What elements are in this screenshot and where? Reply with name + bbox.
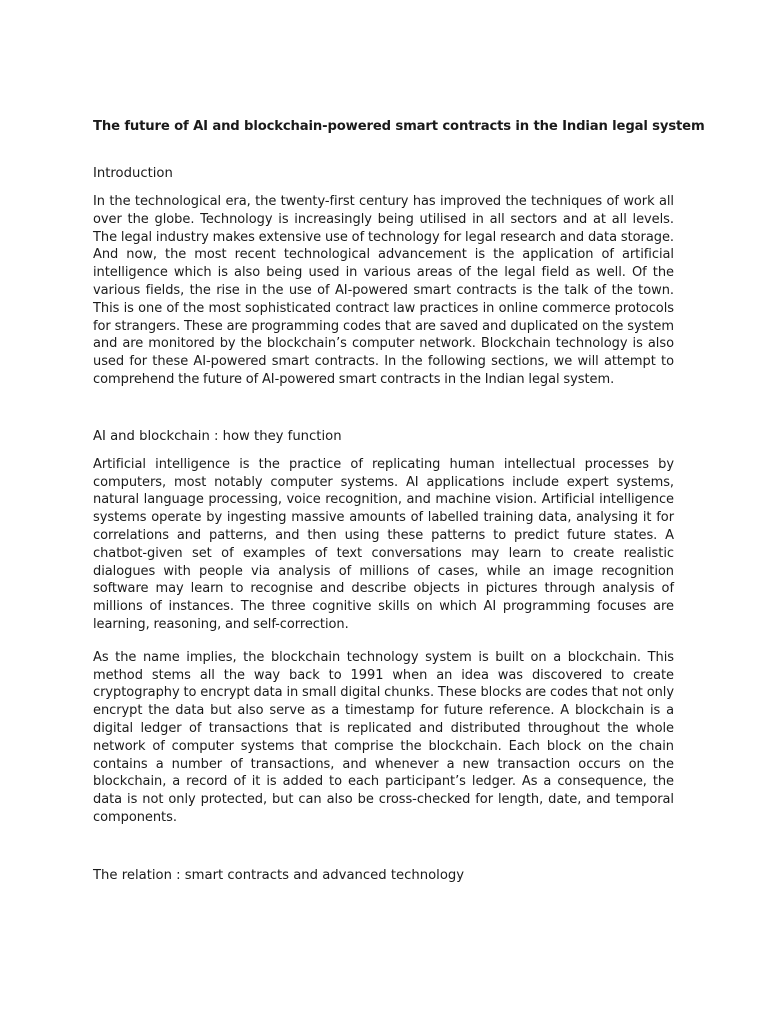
section-heading-relation: The relation : smart contracts and advanced technology xyxy=(93,867,465,883)
document-page xyxy=(93,118,705,895)
spacer xyxy=(93,389,674,428)
document-title: The future of AI and blockchain-powered smart contracts in the Indian legal system xyxy=(93,119,705,134)
spacer xyxy=(93,827,674,867)
ai-paragraph: Artificial intelligence is the practice of replicating human intellectual processes by computers, most notably computer systems. AI applications include expert systems, natural language processing, voice recognition, and machine vision. Artificial intelligence systems operate by ingesting massive amounts of labelled training data, analysing it for correlations and patterns, and then using these patterns to predict future states. A chatbot-given set of examples of text conversations may learn to create realistic dialogues with people via analysis of millions of cases, while an image recognition software may learn to recognise and describe objects in pictures through analysis of millions of instances. The three cognitive skills on which AI programming focuses are learning, reasoning, and self-correction. xyxy=(93,456,674,632)
section-heading-ai-blockchain: AI and blockchain : how they function xyxy=(93,428,342,444)
spacer xyxy=(93,634,674,649)
introduction-paragraph: In the technological era, the twenty-first century has improved the techniques of work all over the globe. Technology is increasingly being utilised in all sectors and at all levels. The legal industry makes extensive use of technology for legal research and data storage. And now, the most recent technological advancement is the application of artificial intelligence which is also being used in various areas of the legal field as well. Of the various fields, the rise in the use of AI-powered smart contracts is the talk of the town. This is one of the most sophisticated contract law practices in online commerce protocols for strangers. These are programming codes that are saved and duplicated on the system and are monitored by the blockchain’s computer network. Blockchain technology is also used for these AI-powered smart contracts. In the following sections, we will attempt to comprehend the future of AI-powered smart contracts in the Indian legal system. xyxy=(93,194,674,387)
blockchain-paragraph: As the name implies, the blockchain technology system is built on a blockchain. This method stems all the way back to 1991 when an idea was discovered to create cryptography to encrypt data in small digital chunks. These blocks are codes that not only encrypt the data but also serve as a timestamp for future reference. A blockchain is a digital ledger of transactions that is replicated and distributed throughout the whole network of computer systems that comprise the blockchain. Each block on the chain contains a number of transactions, and whenever a new transaction occurs on the blockchain, a record of it is added to each participant’s ledger. As a consequence, the data is not only protected, but can also be cross-checked for length, date, and temporal components. xyxy=(93,649,674,825)
section-heading-introduction: Introduction xyxy=(93,166,173,181)
